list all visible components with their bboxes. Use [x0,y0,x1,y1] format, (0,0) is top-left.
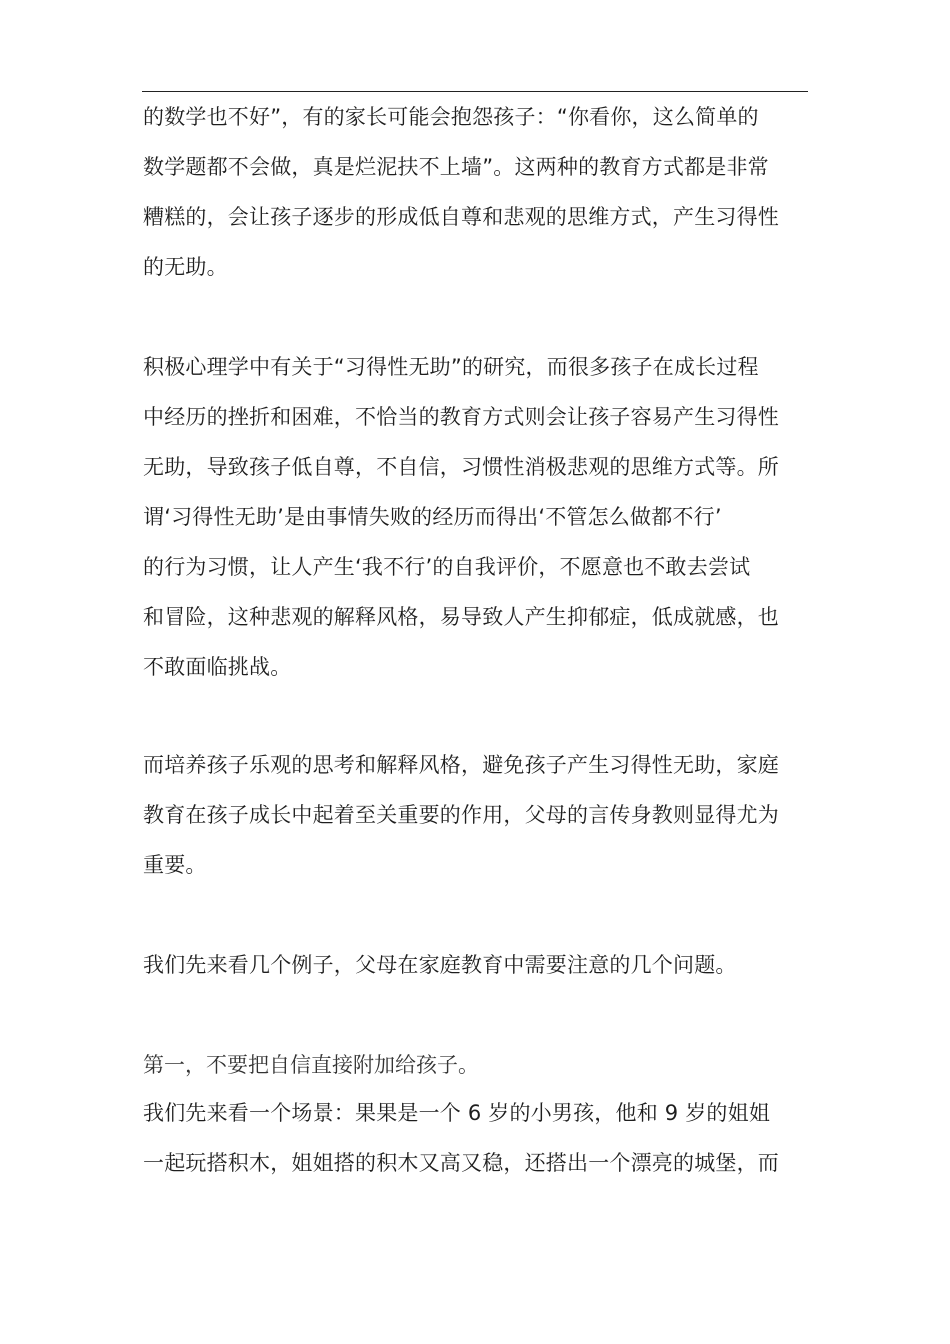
paragraph-line: 我们先来看一个场景：果果是一个 6 岁的小男孩，他和 9 岁的姐姐 [143,1101,771,1125]
paragraph-line: 糟糕的，会让孩子逐步的形成低自尊和悲观的思维方式，产生习得性 [143,205,779,229]
paragraph-line: 中经历的挫折和困难，不恰当的教育方式则会让孩子容易产生习得性 [143,405,779,429]
paragraph-line: 不敢面临挑战。 [143,655,292,679]
paragraph-line: 谓‘习得性无助’是由事情失败的经历而得出‘不管怎么做都不行’ [143,505,722,529]
paragraph-3 [143,740,823,890]
paragraph-line: 重要。 [143,853,207,877]
paragraph-line: 的行为习惯，让人产生‘我不行’的自我评价，不愿意也不敢去尝试 [143,555,751,579]
paragraph-line: 教育在孩子成长中起着至关重要的作用，父母的言传身教则显得尤为 [143,803,779,827]
paragraph-5 [143,1088,823,1188]
paragraph-line: 和冒险，这种悲观的解释风格，易导致人产生抑郁症，低成就感，也 [143,605,779,629]
paragraph-4 [143,940,823,990]
paragraph-line: 无助，导致孩子低自尊，不自信，习惯性消极悲观的思维方式等。所 [143,455,779,479]
paragraph-line: 一起玩搭积木，姐姐搭的积木又高又稳，还搭出一个漂亮的城堡，而 [143,1151,779,1175]
paragraph-line: 的数学也不好”，有的家长可能会抱怨孩子：“你看你，这么简单的 [143,105,759,129]
paragraph-2 [143,342,823,692]
paragraph-line: 的无助。 [143,255,228,279]
paragraph-line: 而培养孩子乐观的思考和解释风格，避免孩子产生习得性无助，家庭 [143,753,779,777]
section-heading: 第一，不要把自信直接附加给孩子。 [143,1053,479,1077]
paragraph-line: 数学题都不会做，真是烂泥扶不上墙”。这两种的教育方式都是非常 [143,155,769,179]
paragraph-1 [143,92,823,292]
paragraph-line: 我们先来看几个例子，父母在家庭教育中需要注意的几个问题。 [143,953,737,977]
paragraph-line: 积极心理学中有关于“习得性无助”的研究，而很多孩子在成长过程 [143,355,759,379]
